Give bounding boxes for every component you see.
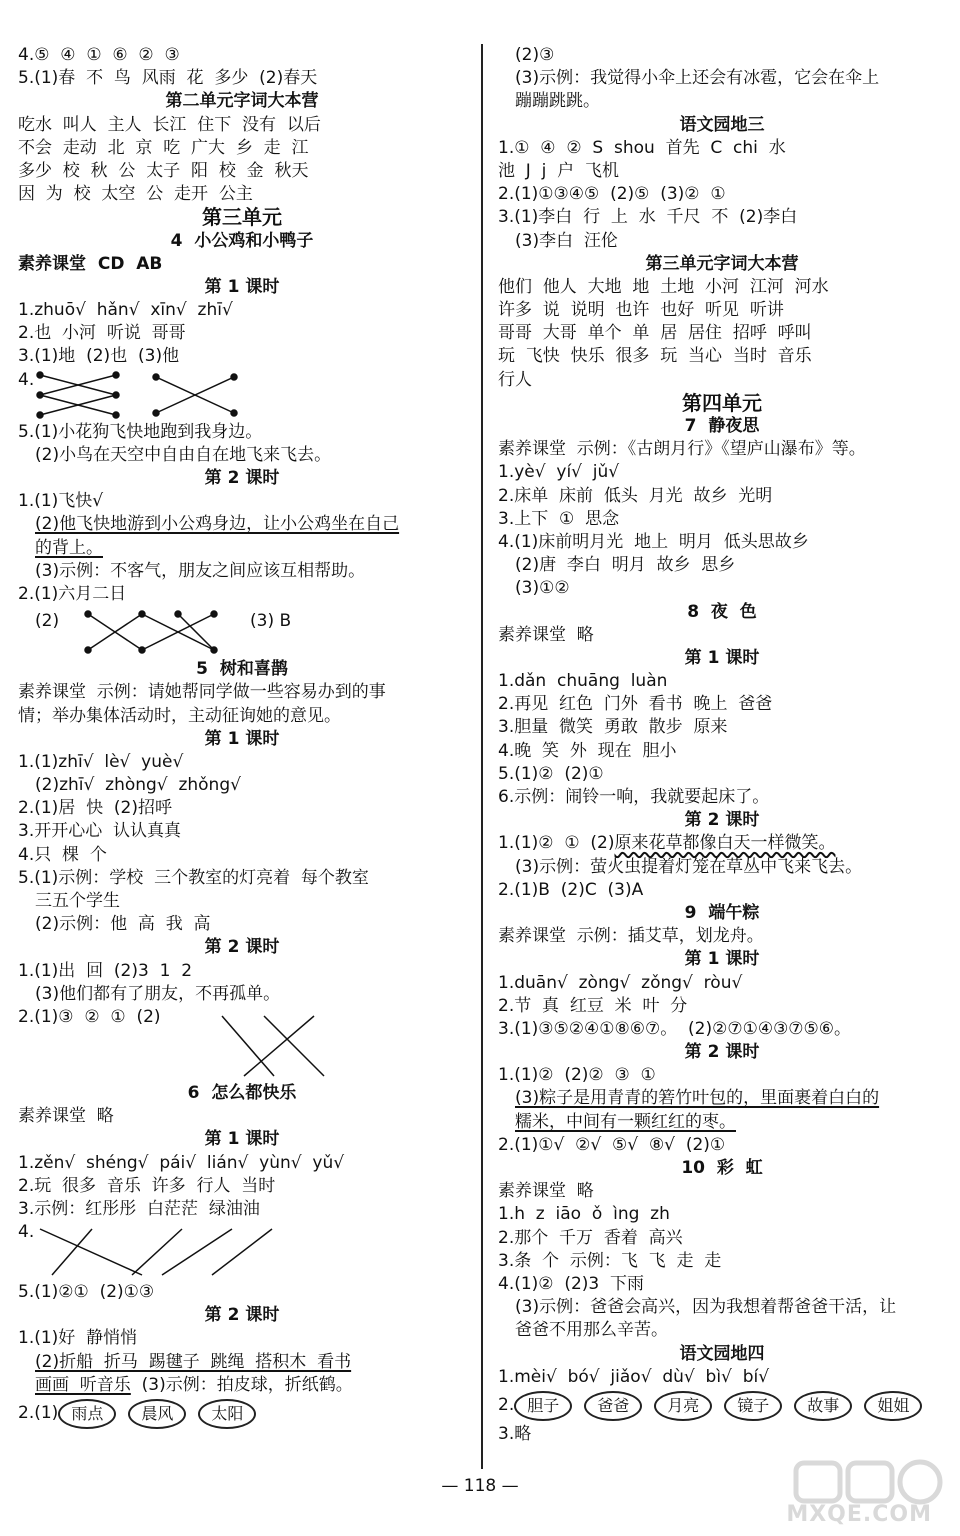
matching-lines [78, 606, 378, 658]
answer-line: 3.条 个 示例：飞 飞 走 走 [498, 1250, 722, 1271]
answer-line: (3)示例：我觉得小伞上还会有冰雹，它会在伞上 [515, 68, 880, 89]
answer-line: 三五个学生 [35, 891, 120, 911]
underlined-answer: 画画 听音乐 [35, 1374, 131, 1395]
period-heading: 第 1 课时 [204, 276, 280, 297]
word-line: 行人 [498, 369, 532, 390]
answer-line: 5.(1)春 不 鸟 风雨 花 多少 (2)春天 [18, 68, 318, 89]
answer-line: 3.(1)③⑤②④①⑧⑥⑦。 (2)②⑦①④③⑦⑤⑥。 [498, 1018, 852, 1039]
answer-line: 4.晚 笑 外 现在 胆小 [498, 740, 677, 761]
answer-line: 1.zhuō√ hǎn√ xīn√ zhī√ [18, 300, 233, 321]
question-number: 2. [498, 1395, 515, 1416]
answer-line: 情；举办集体活动时，主动征询她的意见。 [18, 705, 341, 726]
period-heading: 第 1 课时 [204, 1129, 280, 1150]
section-heading: 第三单元字词大本营 [645, 253, 799, 274]
lesson-title: 8 夜 色 [687, 601, 757, 622]
answer-line: 2.(1)①√ ②√ ⑤√ ⑧√ (2)① [498, 1134, 726, 1155]
answer-text: (3)示例：拍皮球，折纸鹤。 [141, 1374, 353, 1395]
word-line: 玩 飞快 快乐 很多 玩 当心 当时 音乐 [498, 346, 812, 367]
answer-text: 1.(1)② ① (2) [498, 833, 615, 854]
answer-line: 1.duān√ zòng√ zǒng√ ròu√ [498, 972, 743, 993]
answer-line: 2.玩 很多 音乐 许多 行人 当时 [18, 1175, 276, 1196]
period-heading: 第 1 课时 [204, 728, 280, 749]
circled-word: 姐姐 [864, 1391, 922, 1421]
page-number: — 118 — [441, 1476, 519, 1496]
circled-word: 晨风 [128, 1399, 186, 1429]
answer-line: (3) B [250, 611, 292, 632]
matching-lines [26, 369, 246, 421]
word-line: 不会 走动 北 京 吃 广大 乡 走 江 [18, 137, 309, 158]
underlined-answer: (2)折船 折马 踢毽子 跳绳 搭积木 看书 [35, 1351, 352, 1372]
matching-figure [18, 1006, 466, 1082]
circled-word: 镜子 [724, 1391, 782, 1421]
answer-line: (3)示例：萤火虫提着灯笼在草丛中飞来飞去。 [515, 856, 863, 877]
watermark-logo-icon [780, 1455, 950, 1509]
watermark [780, 1455, 950, 1533]
answer-line: 3.开开心心 认认真真 [18, 821, 182, 842]
matching-lines [32, 1221, 292, 1281]
right-column [498, 44, 946, 1446]
question-number: 4. [18, 1222, 35, 1243]
answer-line: 1.(1)出 回 (2)3 1 2 [18, 960, 193, 981]
section-heading: 第二单元字词大本营 [165, 91, 319, 112]
answer-line: 3.胆量 微笑 勇敢 散步 原来 [498, 717, 728, 738]
period-heading: 第 1 课时 [684, 949, 760, 970]
word-line: 他们 他人 大地 地 土地 小河 江河 河水 [498, 276, 829, 297]
period-heading: 第 2 课时 [684, 810, 760, 831]
underlined-answer: (3)粽子是用青青的箬竹叶包的，里面裹着白白的 [515, 1088, 880, 1109]
section-label: 素养课堂 CD AB [18, 253, 163, 274]
underlined-answer: 原来花草都像白天一样微笑。 [614, 833, 836, 854]
answer-line: 5.(1)② (2)① [498, 763, 604, 784]
unit-heading: 第四单元 [682, 390, 762, 415]
matching-figure [18, 606, 466, 658]
answer-line: 1.h z iāo ǒ ìng zh [498, 1204, 670, 1225]
section-label: 素养课堂 示例：《古朗月行》《望庐山瀑布》等。 [498, 439, 866, 460]
lesson-title: 9 端午粽 [684, 902, 760, 923]
left-column [18, 44, 466, 1431]
lesson-title: 10 彩 虹 [681, 1158, 763, 1178]
answer-line: (2)③ [515, 45, 555, 65]
answer-line: 2.(1)六月二日 [18, 583, 127, 604]
answer-line: 2.节 真 红豆 米 叶 分 [498, 995, 688, 1016]
circled-word: 太阳 [198, 1399, 256, 1429]
answer-line: 蹦蹦跳跳。 [515, 91, 600, 112]
lesson-title: 4 小公鸡和小鸭子 [170, 230, 314, 251]
answer-line: 4.⑤ ④ ① ⑥ ② ③ [18, 45, 180, 65]
word-line: 吃水 叫人 主人 长江 住下 没有 以后 [18, 114, 321, 135]
answer-line: 3.略 [498, 1423, 532, 1444]
underlined-answer: 的背上。 [35, 537, 103, 558]
answer-line: 2.(1)①③④⑤ (2)⑤ (3)② ① [498, 184, 726, 205]
section-label: 素养课堂 示例：插艾草，划龙舟。 [498, 926, 764, 947]
circled-answers [498, 1389, 946, 1423]
answer-line: (3)示例：不客气，朋友之间应该互相帮助。 [35, 560, 366, 581]
section-label: 素养课堂 示例：请她帮同学做一些容易办到的事 [18, 682, 386, 703]
circled-word: 爸爸 [584, 1391, 642, 1421]
answer-line: 6.示例：闹铃一响，我就要起床了。 [498, 787, 770, 807]
answer-line: 1.(1)飞快√ [18, 491, 104, 512]
answer-line: 1.(1)好 静悄悄 [18, 1328, 138, 1349]
answer-line: 1.zěn√ shéng√ pái√ lián√ yùn√ yǔ√ [18, 1152, 345, 1173]
matching-lines [214, 1008, 354, 1084]
answer-line: 2.再见 红色 门外 看书 晚上 爸爸 [498, 694, 773, 715]
period-heading: 第 2 课时 [684, 1042, 760, 1063]
answer-line: 3.(1)李白 行 上 水 千尺 不 (2)李白 [498, 207, 798, 228]
answer-line: 2.那个 千万 香着 高兴 [498, 1227, 683, 1248]
answer-line: 1.mèi√ bó√ jiǎo√ dù√ bì√ bí√ [498, 1366, 770, 1387]
circled-word: 雨点 [58, 1399, 116, 1429]
answer-line: (3)①② [515, 578, 570, 599]
word-line: 哥哥 大哥 单个 单 居 居住 招呼 呼叫 [498, 323, 812, 344]
period-heading: 第 2 课时 [204, 468, 280, 488]
question-number: 2.(1) [18, 1403, 59, 1424]
section-label: 素养课堂 略 [498, 1181, 594, 1202]
answer-line: 1.yè√ yí√ jǔ√ [498, 462, 620, 483]
question-number: (2) [35, 611, 60, 632]
answer-line: 1.dǎn chuāng luàn [498, 671, 668, 692]
answer-line: 1.(1)zhī√ lè√ yuè√ [18, 751, 184, 772]
answer-line: 4.(1)② (2)3 下雨 [498, 1273, 645, 1294]
section-heading: 语文园地三 [679, 114, 765, 135]
word-line: 多少 校 秋 公 太子 阳 校 金 秋天 [18, 160, 309, 181]
answer-line [498, 832, 946, 855]
answer-line: (2)示例：他 高 我 高 [35, 914, 211, 935]
answer-line: 3.示例：红彤彤 白茫茫 绿油油 [18, 1198, 260, 1219]
answer-line: 5.(1)小花狗飞快地跑到我身边。 [18, 421, 263, 442]
answer-line: 爸爸不用那么辛苦。 [515, 1320, 668, 1341]
answer-line: (2)小鸟在天空中自由自在地飞来飞去。 [35, 444, 332, 465]
answer-line: 2.床单 床前 低头 月光 故乡 光明 [498, 485, 773, 506]
answer-line: (3)李白 汪伦 [515, 230, 618, 251]
matching-figure [18, 1221, 466, 1281]
watermark-url: MXQE.COM [786, 1502, 932, 1527]
question-number: 4. [18, 369, 35, 390]
period-heading: 第 2 课时 [204, 1305, 280, 1326]
lesson-title: 6 怎么都快乐 [187, 1082, 297, 1103]
section-label: 素养课堂 略 [498, 624, 594, 645]
period-heading: 第 2 课时 [204, 937, 280, 958]
word-line: 因 为 校 太空 公 走开 公主 [18, 184, 253, 205]
section-heading: 语文园地四 [679, 1343, 765, 1364]
lesson-title: 7 静夜思 [684, 416, 760, 436]
underlined-answer: (2)他飞快地游到小公鸡身边，让小公鸡坐在自己 [35, 514, 400, 535]
section-label: 素养课堂 略 [18, 1106, 114, 1127]
answer-line: 3.上下 ① 思念 [498, 508, 620, 529]
answer-line: 3.(1)地 (2)也 (3)他 [18, 346, 180, 367]
answer-line [18, 1374, 466, 1397]
answer-line: (2)唐 李白 明月 故乡 思乡 [515, 555, 736, 576]
circled-answers [18, 1397, 466, 1431]
lesson-title: 5 树和喜鹊 [196, 659, 288, 680]
answer-line: 1.① ④ ② S shou 首先 C chi 水 [498, 137, 786, 158]
answer-line: (3)他们都有了朋友，不再孤单。 [35, 983, 281, 1004]
period-heading: 第 1 课时 [684, 647, 760, 668]
circled-word: 胆子 [514, 1391, 572, 1421]
answer-line: 2.(1)居 快 (2)招呼 [18, 798, 172, 819]
circled-word: 故事 [794, 1391, 852, 1421]
unit-heading: 第三单元 [202, 205, 282, 230]
underlined-answer: 糯米，中间有一颗红红的枣。 [515, 1111, 736, 1132]
answer-line: 1.(1)② (2)② ③ ① [498, 1065, 656, 1086]
matching-figure [18, 369, 466, 421]
answer-line: (3)示例：爸爸会高兴，因为我想着帮爸爸干活，让 [515, 1297, 897, 1318]
answer-line: 5.(1)②① (2)①③ [18, 1282, 155, 1303]
answer-line: (2)zhī√ zhòng√ zhǒng√ [35, 775, 241, 796]
word-line: 许多 说 说明 也许 也好 听见 听讲 [498, 300, 784, 321]
answer-line: 4.(1)床前明月光 地上 明月 低头思故乡 [498, 531, 809, 552]
answer-line: 5.(1)示例：学校 三个教室的灯亮着 每个教室 [18, 867, 369, 888]
answer-line: 2.(1)B (2)C (3)A [498, 879, 644, 900]
answer-line: 4.只 棵 个 [18, 844, 107, 865]
answer-line: 2.也 小河 听说 哥哥 [18, 323, 186, 344]
answer-line: 池 J j 户 飞机 [498, 160, 619, 181]
circled-word: 月亮 [654, 1391, 712, 1421]
answer-line: 2.(1)③ ② ① (2) [18, 1006, 161, 1027]
column-divider [481, 44, 483, 1469]
